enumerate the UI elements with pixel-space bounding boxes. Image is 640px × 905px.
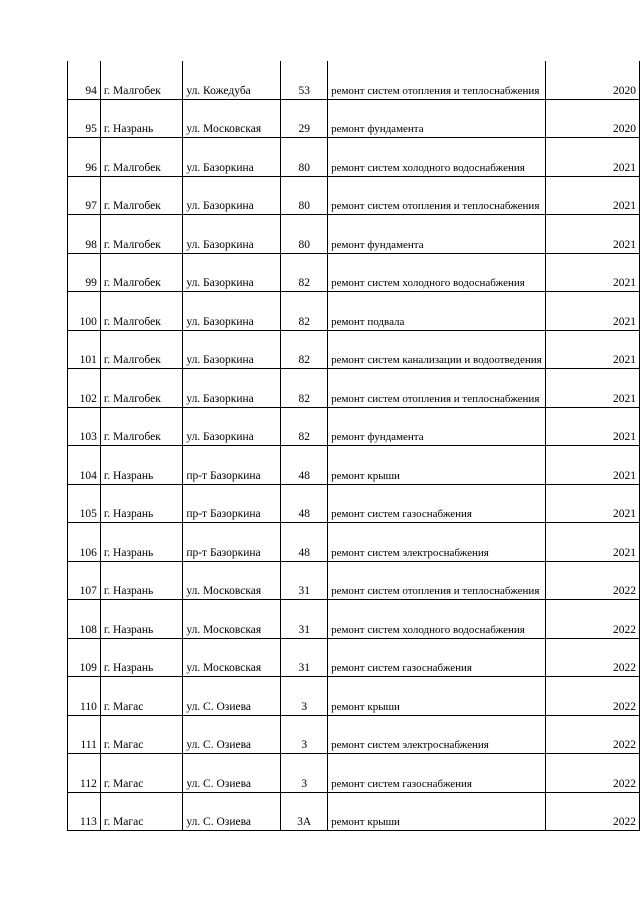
year-cell: 2022 bbox=[545, 754, 639, 793]
city-cell: г. Малгобек bbox=[100, 215, 182, 254]
table-row bbox=[68, 561, 640, 600]
city-cell: г. Назрань bbox=[100, 99, 182, 138]
city-cell: г. Магас bbox=[100, 792, 182, 831]
house-number-cell: 82 bbox=[281, 330, 328, 369]
street-cell: ул. Московская bbox=[183, 600, 281, 639]
work-type-cell: ремонт крыши bbox=[328, 677, 546, 716]
house-number-cell: 80 bbox=[281, 215, 328, 254]
year-cell: 2021 bbox=[545, 330, 639, 369]
table-row bbox=[68, 407, 640, 446]
house-number-cell: 48 bbox=[281, 446, 328, 485]
year-cell: 2022 bbox=[545, 600, 639, 639]
house-number-cell: 3А bbox=[281, 792, 328, 831]
table-row bbox=[68, 176, 640, 215]
city-cell: г. Малгобек bbox=[100, 61, 182, 99]
table-row bbox=[68, 677, 640, 716]
table-row bbox=[68, 600, 640, 639]
table-row bbox=[68, 446, 640, 485]
row-number-cell: 112 bbox=[68, 754, 101, 793]
city-cell: г. Малгобек bbox=[100, 138, 182, 177]
row-number-cell: 108 bbox=[68, 600, 101, 639]
city-cell: г. Магас bbox=[100, 677, 182, 716]
table-row bbox=[68, 638, 640, 677]
work-type-cell: ремонт систем отопления и теплоснабжения bbox=[328, 176, 546, 215]
row-number-cell: 100 bbox=[68, 292, 101, 331]
street-cell: пр-т Базоркина bbox=[183, 484, 281, 523]
house-number-cell: 31 bbox=[281, 638, 328, 677]
street-cell: ул. Московская bbox=[183, 561, 281, 600]
table-row bbox=[68, 523, 640, 562]
row-number-cell: 104 bbox=[68, 446, 101, 485]
street-cell: ул. Московская bbox=[183, 638, 281, 677]
city-cell: г. Назрань bbox=[100, 561, 182, 600]
work-type-cell: ремонт фундамента bbox=[328, 99, 546, 138]
row-number-cell: 107 bbox=[68, 561, 101, 600]
table-row bbox=[68, 484, 640, 523]
house-number-cell: 80 bbox=[281, 176, 328, 215]
year-cell: 2021 bbox=[545, 138, 639, 177]
work-type-cell: ремонт систем электроснабжения bbox=[328, 715, 546, 754]
street-cell: ул. Базоркина bbox=[183, 369, 281, 408]
table-row bbox=[68, 253, 640, 292]
year-cell: 2022 bbox=[545, 561, 639, 600]
house-number-cell: 31 bbox=[281, 600, 328, 639]
house-number-cell: 82 bbox=[281, 369, 328, 408]
year-cell: 2022 bbox=[545, 677, 639, 716]
table-row bbox=[68, 215, 640, 254]
city-cell: г. Назрань bbox=[100, 523, 182, 562]
year-cell: 2021 bbox=[545, 253, 639, 292]
street-cell: ул. С. Озиева bbox=[183, 792, 281, 831]
street-cell: ул. Базоркина bbox=[183, 330, 281, 369]
work-type-cell: ремонт систем отопления и теплоснабжения bbox=[328, 561, 546, 600]
year-cell: 2020 bbox=[545, 99, 639, 138]
table-row bbox=[68, 715, 640, 754]
work-type-cell: ремонт крыши bbox=[328, 446, 546, 485]
city-cell: г. Назрань bbox=[100, 600, 182, 639]
year-cell: 2022 bbox=[545, 638, 639, 677]
row-number-cell: 95 bbox=[68, 99, 101, 138]
work-type-cell: ремонт подвала bbox=[328, 292, 546, 331]
street-cell: ул. Базоркина bbox=[183, 176, 281, 215]
street-cell: ул. Базоркина bbox=[183, 292, 281, 331]
work-type-cell: ремонт фундамента bbox=[328, 407, 546, 446]
year-cell: 2021 bbox=[545, 369, 639, 408]
year-cell: 2021 bbox=[545, 407, 639, 446]
year-cell: 2021 bbox=[545, 176, 639, 215]
street-cell: ул. С. Озиева bbox=[183, 715, 281, 754]
table-row bbox=[68, 330, 640, 369]
city-cell: г. Малгобек bbox=[100, 253, 182, 292]
work-type-cell: ремонт систем электроснабжения bbox=[328, 523, 546, 562]
year-cell: 2022 bbox=[545, 715, 639, 754]
house-number-cell: 3 bbox=[281, 754, 328, 793]
city-cell: г. Назрань bbox=[100, 446, 182, 485]
house-number-cell: 80 bbox=[281, 138, 328, 177]
work-type-cell: ремонт фундамента bbox=[328, 215, 546, 254]
city-cell: г. Назрань bbox=[100, 484, 182, 523]
work-type-cell: ремонт систем холодного водоснабжения bbox=[328, 138, 546, 177]
row-number-cell: 97 bbox=[68, 176, 101, 215]
street-cell: ул. Базоркина bbox=[183, 215, 281, 254]
city-cell: г. Назрань bbox=[100, 638, 182, 677]
table-row bbox=[68, 754, 640, 793]
house-number-cell: 48 bbox=[281, 484, 328, 523]
row-number-cell: 113 bbox=[68, 792, 101, 831]
row-number-cell: 96 bbox=[68, 138, 101, 177]
house-number-cell: 48 bbox=[281, 523, 328, 562]
year-cell: 2021 bbox=[545, 215, 639, 254]
year-cell: 2021 bbox=[545, 446, 639, 485]
table-row bbox=[68, 138, 640, 177]
street-cell: ул. Кожедуба bbox=[183, 61, 281, 99]
year-cell: 2021 bbox=[545, 484, 639, 523]
repair-schedule-table bbox=[67, 61, 640, 831]
house-number-cell: 29 bbox=[281, 99, 328, 138]
street-cell: ул. Базоркина bbox=[183, 407, 281, 446]
row-number-cell: 101 bbox=[68, 330, 101, 369]
street-cell: ул. Базоркина bbox=[183, 253, 281, 292]
table-row bbox=[68, 61, 640, 99]
work-type-cell: ремонт систем отопления и теплоснабжения bbox=[328, 369, 546, 408]
table-row bbox=[68, 792, 640, 831]
house-number-cell: 3 bbox=[281, 677, 328, 716]
row-number-cell: 105 bbox=[68, 484, 101, 523]
row-number-cell: 106 bbox=[68, 523, 101, 562]
street-cell: пр-т Базоркина bbox=[183, 523, 281, 562]
house-number-cell: 82 bbox=[281, 253, 328, 292]
house-number-cell: 82 bbox=[281, 292, 328, 331]
city-cell: г. Малгобек bbox=[100, 292, 182, 331]
work-type-cell: ремонт систем газоснабжения bbox=[328, 754, 546, 793]
table-row bbox=[68, 369, 640, 408]
row-number-cell: 109 bbox=[68, 638, 101, 677]
city-cell: г. Малгобек bbox=[100, 176, 182, 215]
work-type-cell: ремонт крыши bbox=[328, 792, 546, 831]
house-number-cell: 82 bbox=[281, 407, 328, 446]
city-cell: г. Малгобек bbox=[100, 407, 182, 446]
street-cell: пр-т Базоркина bbox=[183, 446, 281, 485]
work-type-cell: ремонт систем холодного водоснабжения bbox=[328, 600, 546, 639]
row-number-cell: 103 bbox=[68, 407, 101, 446]
city-cell: г. Магас bbox=[100, 715, 182, 754]
year-cell: 2020 bbox=[545, 61, 639, 99]
house-number-cell: 3 bbox=[281, 715, 328, 754]
row-number-cell: 99 bbox=[68, 253, 101, 292]
table-row bbox=[68, 292, 640, 331]
year-cell: 2021 bbox=[545, 523, 639, 562]
street-cell: ул. Базоркина bbox=[183, 138, 281, 177]
row-number-cell: 94 bbox=[68, 61, 101, 99]
street-cell: ул. С. Озиева bbox=[183, 754, 281, 793]
row-number-cell: 111 bbox=[68, 715, 101, 754]
house-number-cell: 53 bbox=[281, 61, 328, 99]
work-type-cell: ремонт систем газоснабжения bbox=[328, 484, 546, 523]
city-cell: г. Малгобек bbox=[100, 369, 182, 408]
house-number-cell: 31 bbox=[281, 561, 328, 600]
table-row bbox=[68, 99, 640, 138]
year-cell: 2021 bbox=[545, 292, 639, 331]
work-type-cell: ремонт систем холодного водоснабжения bbox=[328, 253, 546, 292]
row-number-cell: 110 bbox=[68, 677, 101, 716]
work-type-cell: ремонт систем газоснабжения bbox=[328, 638, 546, 677]
work-type-cell: ремонт систем канализации и водоотведения bbox=[328, 330, 546, 369]
city-cell: г. Малгобек bbox=[100, 330, 182, 369]
street-cell: ул. Московская bbox=[183, 99, 281, 138]
year-cell: 2022 bbox=[545, 792, 639, 831]
table-body bbox=[68, 61, 640, 831]
street-cell: ул. С. Озиева bbox=[183, 677, 281, 716]
row-number-cell: 98 bbox=[68, 215, 101, 254]
work-type-cell: ремонт систем отопления и теплоснабжения bbox=[328, 61, 546, 99]
row-number-cell: 102 bbox=[68, 369, 101, 408]
city-cell: г. Магас bbox=[100, 754, 182, 793]
